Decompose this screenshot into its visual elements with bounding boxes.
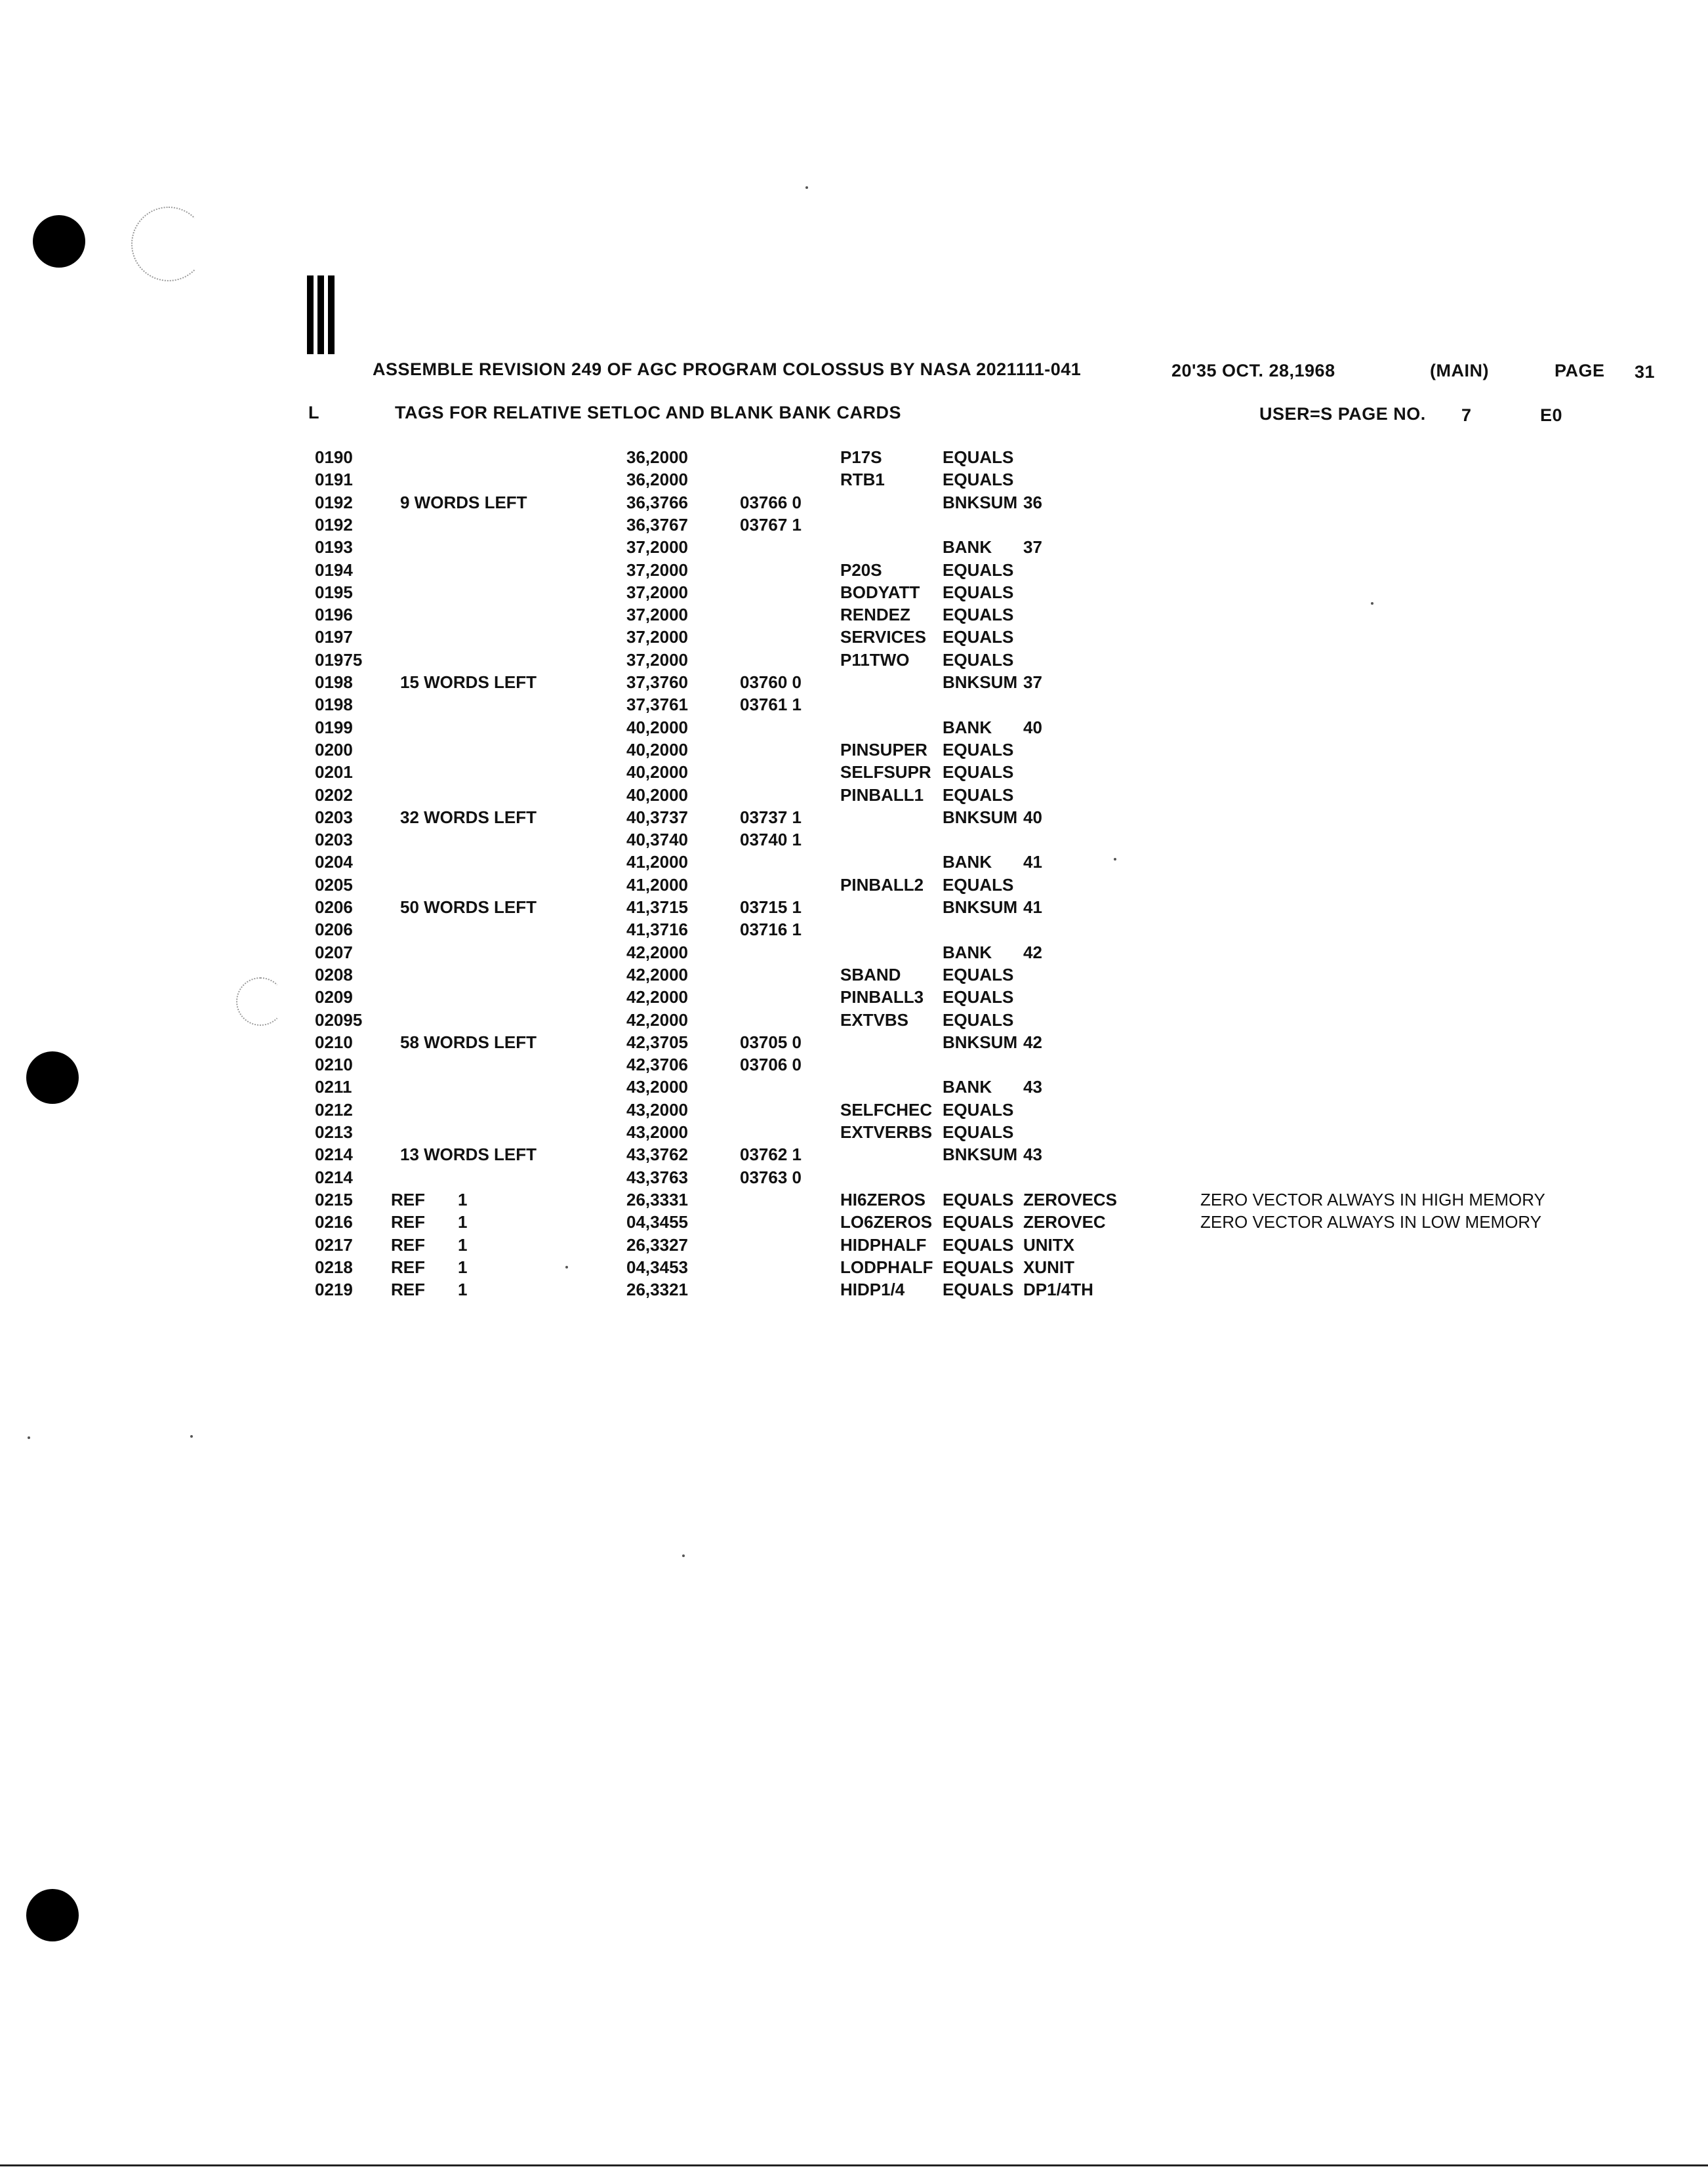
line-number: 0201 — [315, 762, 353, 782]
checksum-code: 03716 1 — [740, 920, 802, 940]
operand: 37 — [1023, 537, 1042, 558]
line-number: 0214 — [315, 1167, 353, 1187]
bank-address: 37,2000 — [626, 649, 688, 670]
operand: ZEROVEC — [1023, 1212, 1106, 1232]
bank-address: 40,2000 — [626, 739, 688, 760]
line-number: 0203 — [315, 830, 353, 850]
bank-address: 41,2000 — [626, 852, 688, 872]
line-number: 0195 — [315, 582, 353, 602]
listing-row — [0, 1055, 1708, 1077]
scan-speck — [190, 1435, 193, 1438]
line-number: 0198 — [315, 695, 353, 715]
ref-count: 1 — [458, 1257, 468, 1277]
bank-address: 37,2000 — [626, 559, 688, 580]
symbol-tag: HIDP1/4 — [840, 1280, 905, 1300]
operand: DP1/4TH — [1023, 1280, 1093, 1300]
opcode: EQUALS — [943, 1212, 1014, 1232]
operand: 40 — [1023, 717, 1042, 737]
line-number: 0206 — [315, 920, 353, 940]
opcode: BANK — [943, 717, 992, 737]
symbol-tag: P11TWO — [840, 649, 910, 670]
opcode: EQUALS — [943, 1280, 1014, 1300]
line-number: 0217 — [315, 1234, 353, 1255]
header-timestamp: 20'35 OCT. 28,1968 — [1171, 361, 1335, 380]
scan-speck — [28, 1436, 30, 1439]
scan-speck — [682, 1554, 685, 1557]
listing-row — [0, 740, 1708, 762]
header-page-label: PAGE — [1555, 361, 1605, 380]
page-bottom-edge — [0, 2164, 1708, 2166]
opcode: EQUALS — [943, 1122, 1014, 1142]
opcode: EQUALS — [943, 605, 1014, 625]
bank-address: 43,2000 — [626, 1122, 688, 1142]
ref-count: 1 — [458, 1189, 468, 1209]
listing-row — [0, 537, 1708, 559]
bank-address: 40,2000 — [626, 717, 688, 737]
checksum-code: 03740 1 — [740, 830, 802, 850]
comment: ZERO VECTOR ALWAYS IN LOW MEMORY — [1200, 1212, 1542, 1232]
line-number: 0190 — [315, 447, 353, 467]
bank-address: 41,3716 — [626, 920, 688, 940]
bank-address: 40,2000 — [626, 784, 688, 805]
listing-row — [0, 493, 1708, 515]
listing-row — [0, 785, 1708, 807]
listing-row — [0, 852, 1708, 874]
listing-row — [0, 672, 1708, 695]
checksum-code: 03767 1 — [740, 514, 802, 535]
opcode: EQUALS — [943, 1009, 1014, 1030]
symbol-tag: HIDPHALF — [840, 1234, 927, 1255]
opcode: EQUALS — [943, 1099, 1014, 1120]
operand: 42 — [1023, 942, 1042, 962]
comment: ZERO VECTOR ALWAYS IN HIGH MEMORY — [1200, 1189, 1545, 1209]
ref-count: 1 — [458, 1212, 468, 1232]
line-number: 0209 — [315, 987, 353, 1007]
listing-row — [0, 807, 1708, 830]
opcode: EQUALS — [943, 1257, 1014, 1277]
symbol-tag: SBAND — [840, 964, 901, 984]
listing-row — [0, 515, 1708, 537]
bank-address: 36,2000 — [626, 470, 688, 490]
bank-address: 40,3737 — [626, 807, 688, 827]
words-left-note: 50 WORDS LEFT — [400, 897, 537, 917]
words-left-note: 9 WORDS LEFT — [400, 492, 527, 512]
line-number: 0212 — [315, 1099, 353, 1120]
line-number: 0191 — [315, 470, 353, 490]
ref-count: 1 — [458, 1280, 468, 1300]
bank-address: 37,2000 — [626, 582, 688, 602]
checksum-code: 03715 1 — [740, 897, 802, 917]
line-number: 0206 — [315, 897, 353, 917]
punch-hole-bottom — [26, 1889, 79, 1941]
opcode: EQUALS — [943, 784, 1014, 805]
listing-row — [0, 1235, 1708, 1257]
listing-row — [0, 1032, 1708, 1055]
words-left-note: 58 WORDS LEFT — [400, 1032, 537, 1052]
words-left-note: 15 WORDS LEFT — [400, 672, 537, 692]
words-left-note: 32 WORDS LEFT — [400, 807, 537, 827]
bank-address: 40,3740 — [626, 830, 688, 850]
line-number: 0207 — [315, 942, 353, 962]
scan-speck — [805, 186, 808, 189]
symbol-tag: EXTVBS — [840, 1009, 909, 1030]
opcode: BANK — [943, 537, 992, 558]
opcode: EQUALS — [943, 447, 1014, 467]
listing-row — [0, 582, 1708, 605]
line-number: 0218 — [315, 1257, 353, 1277]
operand: 37 — [1023, 672, 1042, 692]
opcode: BNKSUM — [943, 492, 1018, 512]
opcode: BNKSUM — [943, 672, 1018, 692]
line-number: 0211 — [315, 1077, 352, 1097]
listing-row — [0, 875, 1708, 897]
bank-address: 04,3455 — [626, 1212, 688, 1232]
listing-row — [0, 1167, 1708, 1190]
listing-row — [0, 1212, 1708, 1234]
listing-row — [0, 605, 1708, 627]
opcode: EQUALS — [943, 1189, 1014, 1209]
bank-address: 04,3453 — [626, 1257, 688, 1277]
opcode: BNKSUM — [943, 807, 1018, 827]
line-number: 01975 — [315, 649, 363, 670]
header-section: (MAIN) — [1430, 361, 1489, 380]
listing-row — [0, 1145, 1708, 1167]
opcode: EQUALS — [943, 987, 1014, 1007]
opcode: BANK — [943, 1077, 992, 1097]
ref-marker: REF — [391, 1234, 425, 1255]
bank-address: 43,3762 — [626, 1145, 688, 1165]
listing-row — [0, 1100, 1708, 1122]
bank-address: 41,3715 — [626, 897, 688, 917]
opcode: EQUALS — [943, 762, 1014, 782]
punch-ring-top — [131, 207, 206, 281]
symbol-tag: PINBALL3 — [840, 987, 924, 1007]
symbol-tag: SELFSUPR — [840, 762, 931, 782]
opcode: BANK — [943, 942, 992, 962]
listing-row — [0, 627, 1708, 649]
bank-address: 37,2000 — [626, 605, 688, 625]
bank-address: 37,2000 — [626, 537, 688, 558]
opcode: EQUALS — [943, 627, 1014, 647]
symbol-tag: EXTVERBS — [840, 1122, 933, 1142]
listing-row — [0, 447, 1708, 470]
bank-address: 43,2000 — [626, 1099, 688, 1120]
opcode: BANK — [943, 852, 992, 872]
bank-address: 43,3763 — [626, 1167, 688, 1187]
symbol-tag: PINSUPER — [840, 739, 927, 760]
listing-row — [0, 920, 1708, 942]
listing-row — [0, 1010, 1708, 1032]
checksum-code: 03706 0 — [740, 1055, 802, 1075]
checksum-code: 03766 0 — [740, 492, 802, 512]
ref-marker: REF — [391, 1189, 425, 1209]
symbol-tag: SELFCHEC — [840, 1099, 933, 1120]
listing-row — [0, 1122, 1708, 1145]
bank-address: 42,2000 — [626, 987, 688, 1007]
bank-address: 26,3327 — [626, 1234, 688, 1255]
checksum-code: 03762 1 — [740, 1145, 802, 1165]
listing-row — [0, 897, 1708, 920]
symbol-tag: HI6ZEROS — [840, 1189, 926, 1209]
ref-marker: REF — [391, 1257, 425, 1277]
line-number: 0199 — [315, 717, 353, 737]
opcode: EQUALS — [943, 739, 1014, 760]
checksum-code: 03763 0 — [740, 1167, 802, 1187]
operand: 42 — [1023, 1032, 1042, 1052]
operand: 36 — [1023, 492, 1042, 512]
line-number: 0214 — [315, 1145, 353, 1165]
opcode: EQUALS — [943, 559, 1014, 580]
bank-address: 26,3321 — [626, 1280, 688, 1300]
opcode: EQUALS — [943, 582, 1014, 602]
line-number: 0200 — [315, 739, 353, 760]
ref-count: 1 — [458, 1234, 468, 1255]
listing-row — [0, 943, 1708, 965]
opcode: EQUALS — [943, 964, 1014, 984]
symbol-tag: RTB1 — [840, 470, 885, 490]
header-mark: L — [308, 403, 319, 422]
listing-row — [0, 987, 1708, 1009]
opcode: EQUALS — [943, 649, 1014, 670]
line-number: 0202 — [315, 784, 353, 805]
bank-address: 43,2000 — [626, 1077, 688, 1097]
symbol-tag: BODYATT — [840, 582, 920, 602]
line-number: 0203 — [315, 807, 353, 827]
symbol-tag: LODPHALF — [840, 1257, 933, 1277]
listing-row — [0, 695, 1708, 717]
listing-row — [0, 1077, 1708, 1099]
opcode: EQUALS — [943, 1234, 1014, 1255]
line-number: 0210 — [315, 1032, 353, 1052]
line-number: 0219 — [315, 1280, 353, 1300]
opcode: BNKSUM — [943, 897, 1018, 917]
operand: 41 — [1023, 897, 1042, 917]
checksum-code: 03705 0 — [740, 1032, 802, 1052]
bank-address: 36,3766 — [626, 492, 688, 512]
bank-address: 37,3761 — [626, 695, 688, 715]
opcode: EQUALS — [943, 874, 1014, 895]
operand: ZEROVECS — [1023, 1189, 1118, 1209]
line-number: 0197 — [315, 627, 353, 647]
opcode: BNKSUM — [943, 1145, 1018, 1165]
opcode: EQUALS — [943, 470, 1014, 490]
header-subtitle: TAGS FOR RELATIVE SETLOC AND BLANK BANK CARDS — [395, 403, 901, 422]
symbol-tag: PINBALL2 — [840, 874, 924, 895]
line-number: 0205 — [315, 874, 353, 895]
operand: 41 — [1023, 852, 1042, 872]
symbol-tag: LO6ZEROS — [840, 1212, 933, 1232]
bank-address: 37,3760 — [626, 672, 688, 692]
words-left-note: 13 WORDS LEFT — [400, 1145, 537, 1165]
operand: XUNIT — [1023, 1257, 1074, 1277]
ref-marker: REF — [391, 1212, 425, 1232]
ref-marker: REF — [391, 1280, 425, 1300]
bank-address: 42,3706 — [626, 1055, 688, 1075]
symbol-tag: SERVICES — [840, 627, 927, 647]
listing-row — [0, 1280, 1708, 1302]
bank-address: 41,2000 — [626, 874, 688, 895]
line-number: 0193 — [315, 537, 353, 558]
bank-address: 42,2000 — [626, 942, 688, 962]
symbol-tag: RENDEZ — [840, 605, 910, 625]
bank-address: 42,2000 — [626, 1009, 688, 1030]
punch-hole-top — [33, 215, 85, 268]
operand: UNITX — [1023, 1234, 1074, 1255]
bank-address: 37,2000 — [626, 627, 688, 647]
line-number: 0208 — [315, 964, 353, 984]
line-number: 0215 — [315, 1189, 353, 1209]
line-number: 0192 — [315, 514, 353, 535]
line-number: 02095 — [315, 1009, 363, 1030]
checksum-code: 03737 1 — [740, 807, 802, 827]
opcode: BNKSUM — [943, 1032, 1018, 1052]
listing-row — [0, 650, 1708, 672]
header-title: ASSEMBLE REVISION 249 OF AGC PROGRAM COLOSSUS BY NASA 2021111-041 — [373, 359, 1082, 379]
bank-address: 42,2000 — [626, 964, 688, 984]
operand: 40 — [1023, 807, 1042, 827]
line-number: 0204 — [315, 852, 353, 872]
checksum-code: 03761 1 — [740, 695, 802, 715]
line-number: 0192 — [315, 492, 353, 512]
symbol-tag: PINBALL1 — [840, 784, 924, 805]
user-page-label: USER=S PAGE NO. — [1259, 404, 1426, 424]
bank-address: 36,3767 — [626, 514, 688, 535]
symbol-tag: P17S — [840, 447, 882, 467]
listing-row — [0, 560, 1708, 582]
listing-row — [0, 1257, 1708, 1280]
line-number: 0216 — [315, 1212, 353, 1232]
user-page-number: 7 — [1461, 405, 1472, 425]
line-number: 0194 — [315, 559, 353, 580]
line-number: 0213 — [315, 1122, 353, 1142]
header-page-number: 31 — [1635, 362, 1656, 382]
bank-address: 42,3705 — [626, 1032, 688, 1052]
operand: 43 — [1023, 1145, 1042, 1165]
symbol-tag: P20S — [840, 559, 882, 580]
line-number: 0196 — [315, 605, 353, 625]
bank-address: 36,2000 — [626, 447, 688, 467]
listing-row — [0, 1190, 1708, 1212]
listing-row — [0, 470, 1708, 492]
checksum-code: 03760 0 — [740, 672, 802, 692]
listing-row — [0, 830, 1708, 852]
operand: 43 — [1023, 1077, 1042, 1097]
line-number: 0198 — [315, 672, 353, 692]
line-number: 0210 — [315, 1055, 353, 1075]
bank-address: 26,3331 — [626, 1189, 688, 1209]
listing-row — [0, 718, 1708, 740]
listing-row — [0, 762, 1708, 784]
bank-address: 40,2000 — [626, 762, 688, 782]
header-suffix: E0 — [1540, 405, 1563, 425]
listing-row — [0, 965, 1708, 987]
